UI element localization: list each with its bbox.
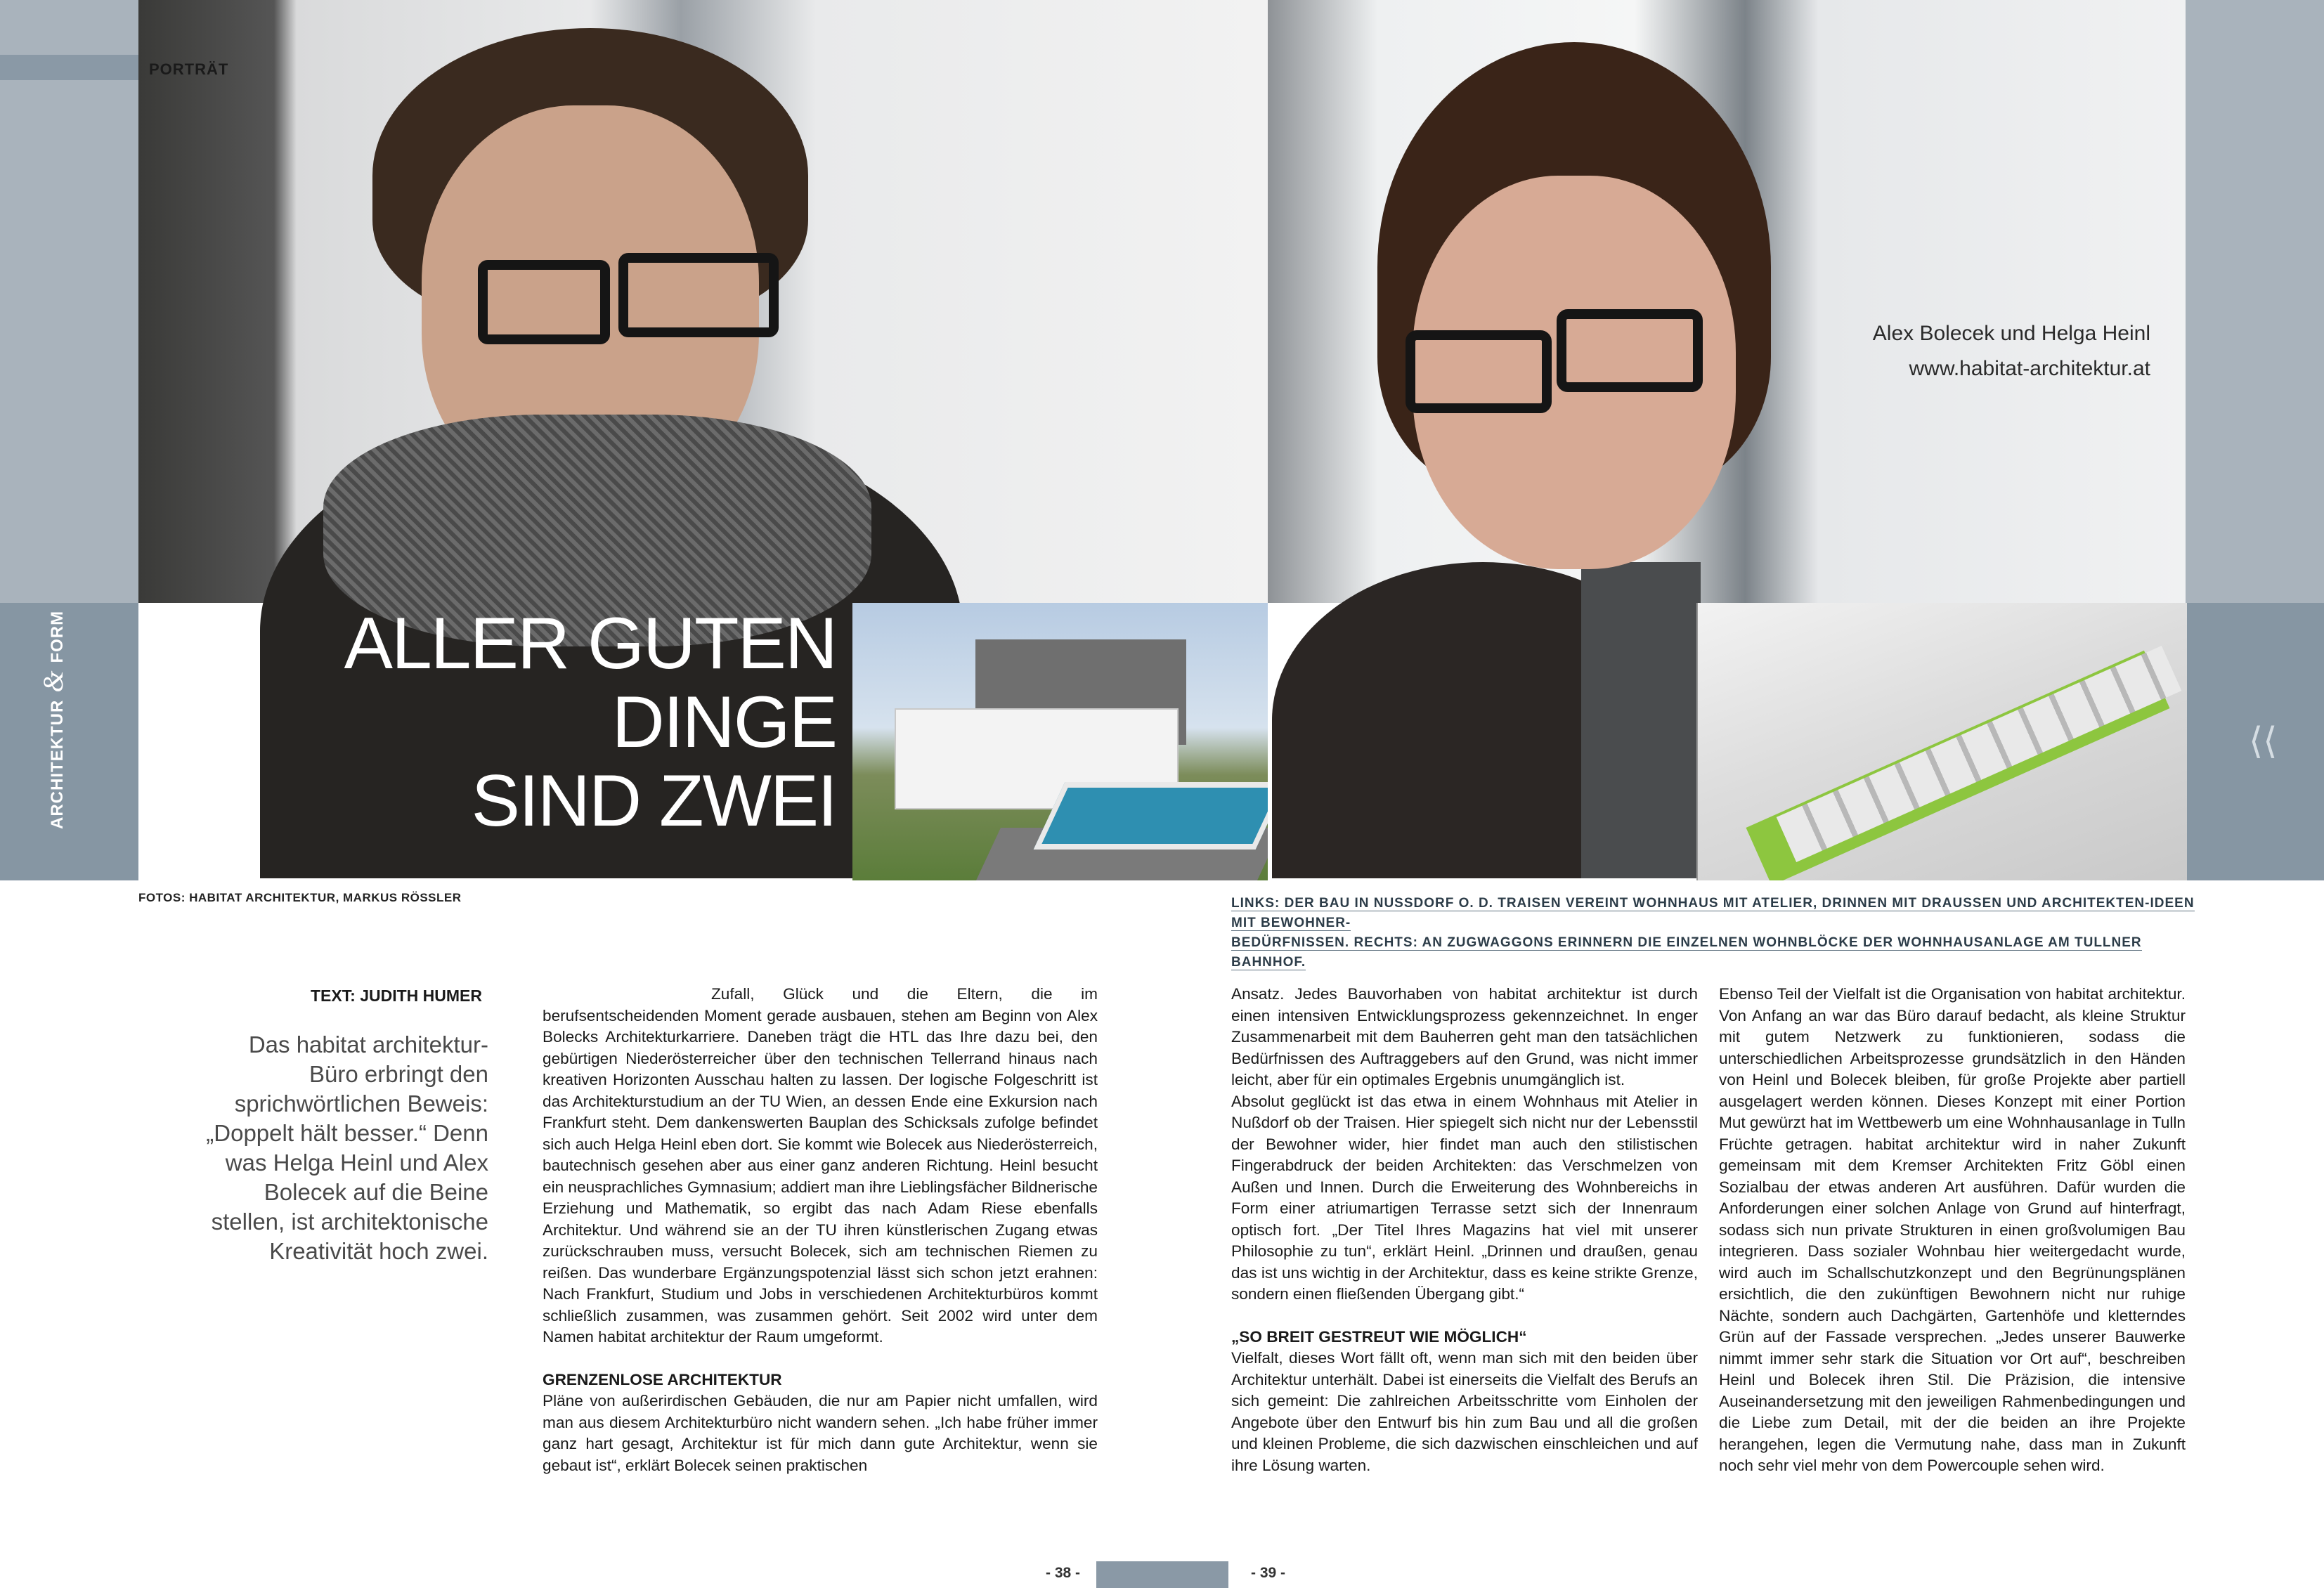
title-line-3: SIND ZWEI (471, 760, 836, 842)
side-label-word2: FORM (48, 610, 67, 663)
paragraph: Absolut geglückt ist das etwa in einem Wohnhaus mit Atelier in Nußdorf ob der Traisen. Hier spiegelt sich nicht nur der Lebensstil der Bewohner wider, hier findet man auch den stilistischen Fingerabdruck der beiden Architekten: das Verschmelzen von Außen und Innen. Durch die Erweiterung des Wohnbereichs in Form einer atriumartigen Terrasse setzt sich der Innenraum optisch fort. „Der Titel Ihres Magazins hat viel mit unserer Philosophie zu tun“, erklärt Heinl. „Drinnen und draußen, genau das ist uns wichtig in der Architektur, dass es keine strikte Grenze, sondern einen fließenden Übergang gibt.“ (1231, 1092, 1698, 1303)
paragraph: Ansatz. Jedes Bauvorhaben von habitat architektur ist durch einen intensiven Entwicklungsprozess gekennzeichnet. In enger Zusammenarbeit mit dem Bauherren geht man den tatsächlichen Bedürfnissen des Auftraggebers auf den Grund, was nicht immer leicht, aber für ein optimales Ergebnis unumgänglich ist. (1231, 985, 1698, 1088)
article-column-3 (1719, 984, 2186, 1477)
side-label-word1: ARCHITEKTUR (48, 699, 67, 829)
article-column-2 (1231, 984, 1698, 1476)
chevron-left-icon: ⟨⟨ (2249, 720, 2278, 762)
page-number-right: - 39 - (1251, 1565, 1286, 1581)
image-caption (1231, 894, 2219, 972)
paragraph: Vielfalt, dieses Wort fällt oft, wenn man sich mit den beiden über Architektur unterhält. Dabei ist einerseits die Vielfalt des Berufs an sich gemeint: Die zahlreichen Arbeitsschritte vom Einholen der Angebote über den Entwurf bis hin zum Bau und all die großen und kleinen Probleme, die sich dazwischen einschleichen und auf ihre Lösung warten. (1231, 1349, 1698, 1474)
photo-caption-url: www.habitat-architektur.at (1909, 357, 2150, 380)
side-label-ampersand: & (37, 670, 69, 693)
image-caption-line-1: LINKS: DER BAU IN NUSSDORF O. D. TRAISEN VEREINT WOHNHAUS MIT ATELIER, DRINNEN MIT DRAUSSEN UND ARCHITEKTEN-IDEEN MIT BEWOHNER- (1231, 896, 2195, 930)
title-line-1: ALLER GUTEN (344, 603, 836, 684)
subheading: GRENZENLOSE ARCHITEKTUR (543, 1370, 782, 1388)
left-sidebar-strip (0, 55, 138, 80)
man-glasses-right (618, 253, 779, 337)
render-buildings (1777, 646, 2182, 862)
section-label: PORTRÄT (149, 60, 229, 78)
man-glasses-left (478, 260, 610, 344)
woman-glasses-right (1557, 309, 1703, 392)
section-side-label (37, 611, 70, 829)
paragraph: Zufall, Glück und die Eltern, die im berufsentscheidenden Moment gerade ausbauen, stehen am Beginn von Alex Bolecks Architekturkarriere. Daneben trägt die HTL das Ihre dazu bei, den gebürtigen Niederösterreicher über den technischen Tellerrand hinaus nach kreativen Horizonten Ausschau halten zu lassen. Der logische Folgeschritt ist das Architekturstudium an der TU Wien, an dessen Ende eine Exkursion nach Frankfurt steht. Dem dankenswerten Bauplan des Schicksals zufolge befindet sich auch Helga Heinl eben dort. Sie kommt wie Bolecek aus Niederösterreich, bautechnisch gesehen aber aus einer ganz anderen Richtung. Heinl besucht ein neusprachliches Gymnasium; addiert man ihre Lieblingsfächer Bildnerische Erziehung und Mathematik, so ergibt das nach Adam Riese ebenfalls Architektur. Und während sie an der TU ihren künstlerischen Zugang etwas zurückschrauben muss, versucht Bolecek, sich am technischen Riemen zu reißen. Das wunderbare Ergänzungspotenzial lässt sich schon jetzt erahnen: Nach Frankfurt, Studium und Jobs in verschiedenen Architekturbüros kommt schließlich zusammen, was zusammen gehört. Seit 2002 wird unter dem Namen habitat architektur der Raum umgeformt. (543, 985, 1098, 1346)
woman-glasses-left (1406, 330, 1552, 413)
lead-paragraph: Das habitat architektur-Büro erbringt den sprichwörtlichen Beweis: „Doppelt hält besser.“ Denn was Helga Heinl und Alex Bolecek auf die Beine stellen, ist architektonische Kreativität hoch zwei. (206, 1031, 488, 1264)
image-caption-line-2: BEDÜRFNISSEN. RECHTS: AN ZUGWAGGONS ERINNERN DIE EINZELNEN WOHNBLÖCKE DER WOHNHAUSANLAGE AM TULLNER BAHNHOF. (1231, 935, 2142, 970)
woman-shirt-shape (1581, 562, 1701, 878)
title-line-2: DINGE (611, 682, 836, 763)
author-byline: TEXT: JUDITH HUMER (310, 987, 482, 1005)
page-title (330, 604, 836, 840)
house-pool (1034, 782, 1268, 850)
page-number-bar (1096, 1561, 1228, 1588)
paragraph: Pläne von außerirdischen Gebäuden, die nur am Papier nicht umfallen, wird man aus diesem Architekturbüro nicht wandern sehen. „Ich habe früher immer ganz hart gesagt, Architektur ist für mich dann gute Architektur, wenn sie gebaut ist“, erklärt Bolecek seinen praktischen (543, 1392, 1098, 1474)
paragraph: Ebenso Teil der Vielfalt ist die Organisation von habitat architektur. Von Anfang an war das Büro darauf bedacht, als kleine Struktur mit gutem Netzwerk zu funktionieren, sodass die unterschiedlichen Arbeitsprozesse grundsätzlich in den Händen von Heinl und Bolecek bleiben, für große Projekte aber partiell ausgelagert werden können. Dieses Konzept mit einer Portion Mut gewürzt hat im Wettbewerb um eine Wohnhausanlage in Tulln Früchte getragen. habitat architektur wird in naher Zukunft gemeinsam mit dem Kremser Architekten Fritz Göbl einen Sozialbau der etwas anderen Art ausführen. Dafür wurden die Anforderungen einer solchen Anlage von Grund auf hinterfragt, sodass sich nun private Strukturen in einen großvolumigen Bau integrieren. Dass sozialer Wohnbau hier weitergedacht wurde, wird auch im Schallschutzkonzept und den Begrünungsplänen ersichtlich, die den zukünftigen Bewohnern nicht nur ruhige Nächte, sondern auch Dachgärten, Gartenhöfe und kletterndes Grün auf der Fassade versprechen. „Jedes unserer Bauwerke nimmt immer sehr stark die Situation vor Ort auf“, beschreiben Heinl und Bolecek ihren Stil. Die Präzision, die intensive Auseinandersetzung mit den jeweiligen Rahmenbedingungen und die Liebe zum Detail, mit der die beiden an ihre Projekte herangehen, legen die Vermutung nahe, dass man in Zukunft noch sehr viel mehr von dem Powercouple sehen wird. (1719, 985, 2186, 1474)
photo-caption-names: Alex Bolecek und Helga Heinl (1872, 322, 2150, 345)
photo-caption (1757, 316, 2150, 386)
photo-credit: FOTOS: HABITAT ARCHITEKTUR, MARKUS RÖSSLER (138, 891, 462, 904)
subheading: „SO BREIT GESTREUT WIE MÖGLICH“ (1231, 1327, 1527, 1346)
housing-render-image (1696, 603, 2187, 880)
page-number-left: - 38 - (1046, 1565, 1081, 1581)
left-sidebar-top (0, 0, 138, 603)
article-column-1 (543, 984, 1098, 1476)
right-sidebar-top (2186, 0, 2324, 603)
house-photo (852, 603, 1268, 880)
